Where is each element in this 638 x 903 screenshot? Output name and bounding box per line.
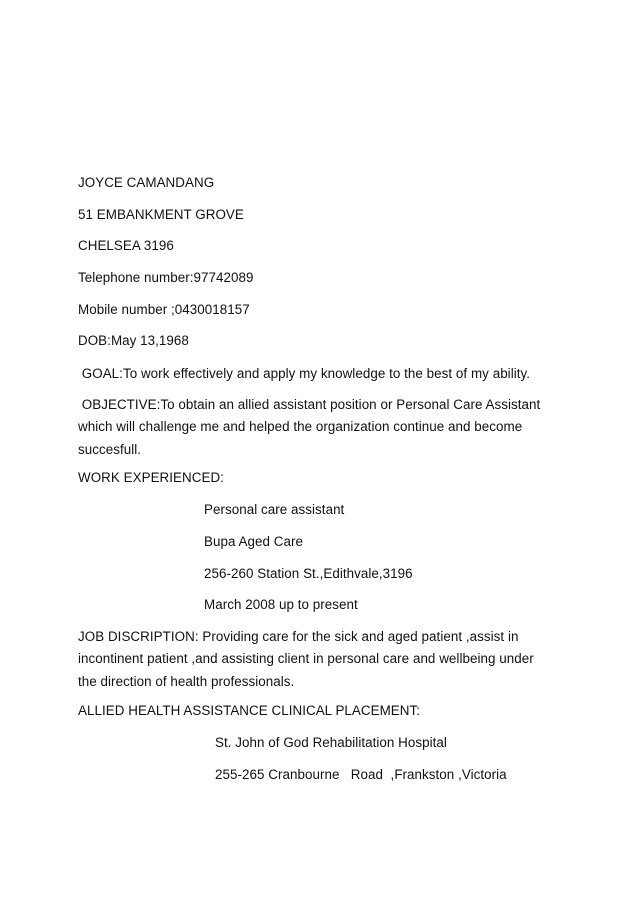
clinical-placement-heading: ALLIED HEALTH ASSISTANCE CLINICAL PLACEMENT: <box>78 703 421 718</box>
work-period: March 2008 up to present <box>204 597 358 612</box>
objective-line: which will challenge me and helped the organization continue and become <box>78 419 523 435</box>
applicant-name: JOYCE CAMANDANG <box>78 175 215 190</box>
address-line-2: CHELSEA 3196 <box>78 238 174 253</box>
work-address: 256-260 Station St.,Edithvale,3196 <box>204 566 413 581</box>
mobile-number: Mobile number ;0430018157 <box>78 302 250 317</box>
telephone-number: Telephone number:97742089 <box>78 270 254 285</box>
address-line-1: 51 EMBANKMENT GROVE <box>78 207 244 222</box>
objective-statement <box>78 394 548 461</box>
work-employer: Bupa Aged Care <box>204 534 303 549</box>
work-experience-heading: WORK EXPERIENCED: <box>78 470 224 485</box>
job-description <box>78 626 548 693</box>
objective-line: OBJECTIVE:To obtain an allied assistant position or Personal Care Assistant <box>78 397 541 412</box>
work-position: Personal care assistant <box>204 502 345 517</box>
job-description-line: incontinent patient ,and assisting client in personal care and wellbeing under <box>78 651 534 667</box>
job-description-line: JOB DISCRIPTION: Providing care for the sick and aged patient ,assist in <box>78 629 519 644</box>
placement-hospital: St. John of God Rehabilitation Hospital <box>215 735 447 750</box>
date-of-birth: DOB:May 13,1968 <box>78 333 189 348</box>
job-description-line: the direction of health professionals. <box>78 673 295 689</box>
placement-address: 255-265 Cranbourne Road ,Frankston ,Victoria <box>215 767 507 782</box>
goal-statement: GOAL:To work effectively and apply my knowledge to the best of my ability. <box>78 366 531 381</box>
objective-line: succesfull. <box>78 441 142 457</box>
